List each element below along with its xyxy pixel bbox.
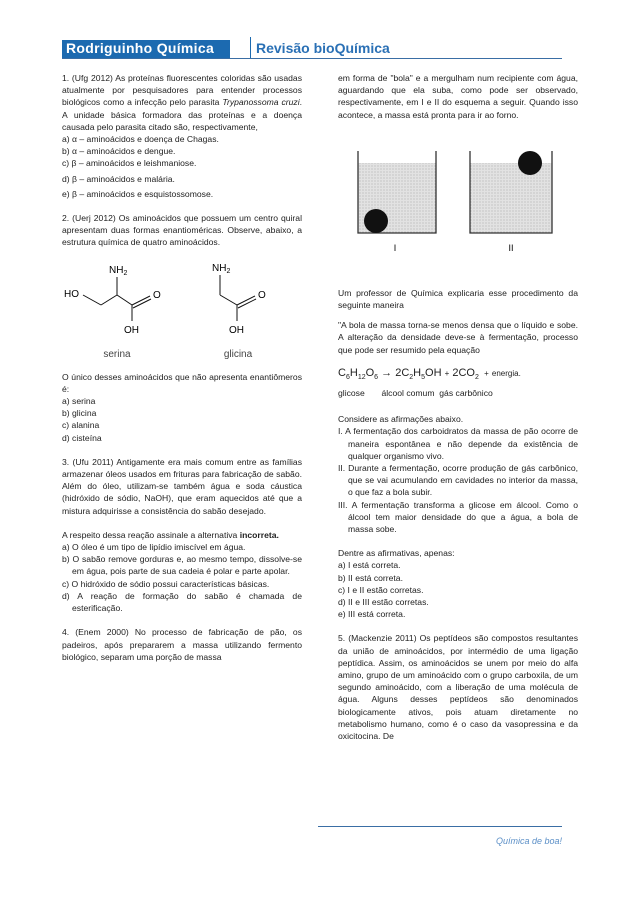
reaction-arrow: →: [381, 366, 393, 379]
fermentation-equation: $C_6H_{12}O_6 \to 2C_2H_5OH + 2CO_2$ + energia.: [338, 366, 521, 382]
q4-consider: Considere as afirmações abaixo.: [338, 414, 464, 425]
dough-ball-diagram: [338, 129, 578, 259]
q4-professor: Um professor de Química explicaria esse procedimento da seguinte maneira: [338, 287, 578, 311]
q2-stem: 2. (Uerj 2012) Os aminoácidos que possuem um centro quiral apresentam duas formas enantioméricas. Observe, abaixo, a estrutura química de quatro aminoácidos.: [62, 213, 302, 248]
q4-quote: "A bola de massa torna-se menos densa que o líquido e sobe. A alteração da densidade deve-se à fermentação, processo que pode ser resumido pela equação: [338, 320, 578, 355]
q4-statement: III. A fermentação transforma a glicose em álcool. Como o álcool tem maior densidade do que a água, a bola de massa sobe.: [338, 499, 578, 535]
q1-option: d) β – aminoácidos e malária.: [62, 173, 175, 184]
footer-rule: [318, 826, 562, 827]
q4-statement: II. Durante a fermentação, ocorre produção de gás carbônico, que se vai acumulando em cavidades no interior da massa, o que faz a bola subir.: [338, 463, 578, 498]
q4-option: a) I está correta.: [338, 560, 401, 571]
serina-oh: OH: [124, 324, 139, 336]
q1-option: b) α – aminoácidos e dengue.: [62, 146, 176, 157]
q3-option: a) O óleo é um tipo de lipídio imiscível em água.: [62, 542, 246, 553]
glicina-nh2: $NH_2$: [212, 262, 231, 275]
q5-stem: 5. (Mackenzie 2011) Os peptídeos são compostos resultantes da união de aminoácidos, por intermédio de uma ligação peptídica. Assim, os aminoácidos se unem por meio do alfa amino, grupo de um aminoácido com o grupo carboxila, de um segundo aminoácido, com a liberação de uma molécula de água. Alguns desses peptídeos são denominados biologicamente ativos, pois atuam diretamente no metabolismo humano, como é o caso da vasopressina e da oxicitocina. De: [338, 633, 578, 742]
beaker-2: [470, 151, 552, 233]
q1-option: e) β – aminoácidos e esquistossomose.: [62, 188, 214, 199]
q4-among: Dentre as afirmativas, apenas:: [338, 548, 455, 559]
label-ii: II: [508, 242, 514, 253]
amino-acid-structures: [62, 253, 302, 365]
left-column: [62, 72, 302, 663]
q1-option: c) β – aminoácidos e leishmaniose.: [62, 158, 197, 169]
beaker-1: [358, 151, 436, 233]
q4-option: e) III está correta.: [338, 609, 406, 620]
q3-option: b) O sabão remove gorduras e, ao mesmo tempo, dissolve-se em água, pois parte de sua cadeia é polar e parte apolar.: [62, 554, 302, 577]
equation-names: glicose álcool comum gás carbônico: [338, 388, 493, 399]
glicina-oh: OH: [229, 324, 244, 336]
q4-option: d) II e III estão corretas.: [338, 597, 429, 608]
q3-stem: 3. (Ufu 2011) Antigamente era mais comum entre as famílias armazenar óleos usados em frituras para fabricação de sabão. Além do óleo, utilizam-se também água e soda cáustica (hidróxido de sódio, NaOH), que eram aquecidos até que a mistura adquirisse a consistência do sabão desejado.: [62, 456, 302, 516]
serina-nh2: $NH_2$: [109, 264, 128, 277]
q4-continuation: em forma de "bola" e a mergulham num recipiente com água, aguardando que ela suba, como pode ser observado, respectivamente, em I e II do esquema a seguir. Quando isso acontece, a massa está pronta para ir ao forno.: [338, 73, 578, 120]
q4-option: c) I e II estão corretas.: [338, 584, 424, 595]
q4-stem: 4. (Enem 2000) No processo de fabricação de pão, os padeiros, após prepararem a massa utilizando fermento biológico, separam uma porção de massa: [62, 627, 302, 662]
q2-option: c) alanina: [62, 420, 100, 431]
dough-ball-sunk: [364, 209, 388, 233]
q2-option: a) serina: [62, 396, 96, 407]
dough-ball-floating: [518, 151, 542, 175]
q1-option: a) α – aminoácidos e doença de Chagas.: [62, 134, 219, 145]
label-i: I: [393, 242, 397, 253]
q3-ask: A respeito dessa reação assinale a alternativa incorreta.: [62, 529, 279, 540]
q1-stem: 1. (Ufg 2012) As proteínas fluorescentes coloridas são usadas atualmente por pesquisadores para entender processos biológicos como a infecção pelo parasita Trypanossoma cruzi. A unidade básica formadora das proteínas e a doença causada pelo parasita citado são, respectivamente,: [62, 73, 302, 132]
serina-ho: HO: [64, 288, 79, 300]
page-header: [62, 0, 562, 59]
footer-text: Química de boa!: [495, 836, 562, 846]
q3-option: d) A reação de formação do sabão é chamada de esterificação.: [62, 590, 302, 614]
q2-option: d) cisteína: [62, 432, 102, 443]
glicina-label: glicina: [223, 348, 253, 360]
header-divider: [250, 37, 251, 58]
right-column: [338, 72, 578, 742]
q4-option: b) II está correta.: [338, 572, 403, 583]
q2-option: b) glicina: [62, 408, 97, 419]
brand-title: Rodriguinho Química: [66, 40, 215, 56]
subject-title: Revisão bioQuímica: [256, 40, 390, 56]
serina-o: O: [153, 289, 161, 301]
q3-option: c) O hidróxido de sódio possui características básicas.: [62, 578, 270, 589]
q2-question: O único desses aminoácidos que não apresenta enantiômeros é:: [62, 371, 302, 394]
glicina-o: O: [258, 289, 266, 301]
serina-label: serina: [103, 348, 131, 360]
q4-statement: I. A fermentação dos carboidratos da massa de pão ocorre de maneira espontânea e não depende da existência de qualquer organismo vivo.: [338, 426, 578, 461]
